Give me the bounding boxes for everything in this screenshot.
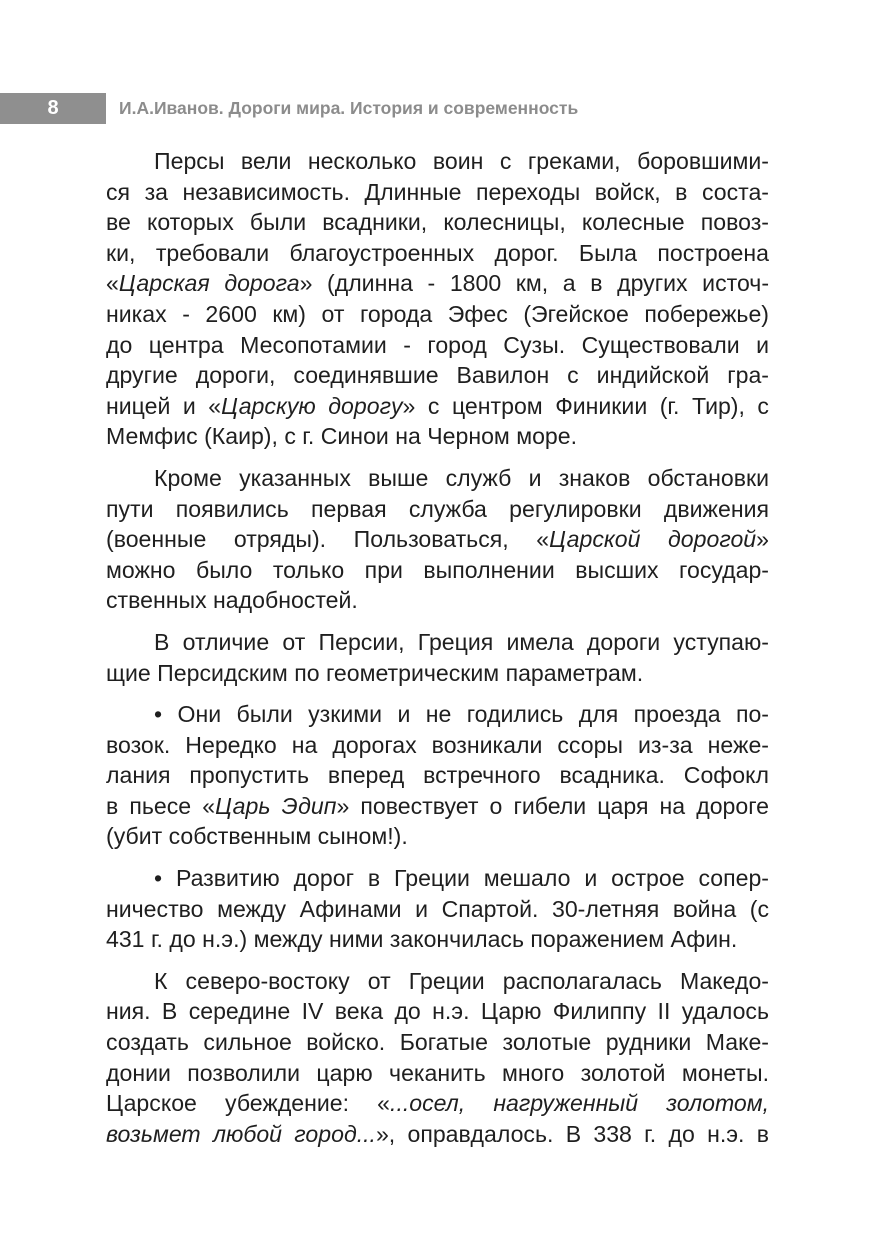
text-line: до центра Месопотамии - город Сузы. Существовали и <box>106 331 769 358</box>
paragraph-macedonia <box>106 966 769 1150</box>
text-line: ничество между Афинами и Спартой. 30-летняя война (с <box>106 895 769 922</box>
text-line: (военные отряды). Пользоваться, «Царской дорогой» <box>106 526 769 553</box>
page-header <box>0 93 875 124</box>
text-line: В отличие от Персии, Греция имела дороги уступаю- <box>154 628 769 655</box>
paragraph-persian-roads <box>106 146 769 452</box>
text-line: Кроме указанных выше служб и знаков обстановки <box>154 464 769 491</box>
bullet-rivalry <box>106 863 769 955</box>
text-line: (убит собственным сыном!). <box>106 823 408 850</box>
text-line: Персы вели несколько воин с греками, боровшими- <box>154 148 769 174</box>
text-line: Мемфис (Каир), с г. Синои на Черном море. <box>106 423 578 450</box>
text-line: 431 г. до н.э.) между ними закончилась поражением Афин. <box>106 926 738 953</box>
text-line: «Царская дорога» (длинна - 1800 км, а в других источ- <box>106 270 770 297</box>
paragraph-traffic-service <box>106 463 769 616</box>
text-line: пути появились первая служба регулировки движения <box>106 495 769 522</box>
text-line: в пьесе «Царь Эдип» повествует о гибели царя на дороге <box>106 792 770 819</box>
text-line: донии позволили царю чеканить много золотой монеты. <box>106 1059 769 1086</box>
text-line: ки, требовали благоустроенных дорог. Была построена <box>106 239 769 266</box>
text-line: • Они были узкими и не годились для проезда по- <box>154 701 769 728</box>
bullet-narrow-roads <box>106 699 769 852</box>
text-line: щие Персидским по геометрическим параметрам. <box>106 659 644 686</box>
text-line: другие дороги, соединявшие Вавилон с индийской гра- <box>106 362 769 389</box>
text-line: можно было только при выполнении высших государ- <box>106 556 769 583</box>
text-line: создать сильное войско. Богатые золотые рудники Маке- <box>106 1029 769 1056</box>
text-line: Царское убеждение: «...осел, нагруженный золотом, <box>106 1090 770 1117</box>
text-line: никах - 2600 км) от города Эфес (Эгейское побережье) <box>106 300 769 327</box>
text-line: ницей и «Царскую дорогу» с центром Финикии (г. Тир), с <box>106 392 769 419</box>
text-line: ния. В середине IV века до н.э. Царю Филиппу II удалось <box>106 998 769 1025</box>
running-title: И.А.Иванов. Дороги мира. История и современность <box>119 98 579 118</box>
page-number: 8 <box>0 93 106 124</box>
text-line: ве которых были всадники, колесницы, колесные повоз- <box>106 209 769 236</box>
paragraph-greece-roads <box>106 627 769 688</box>
text-line: ственных надобностей. <box>106 587 358 614</box>
text-line: лания пропустить вперед встречного всадника. Софокл <box>106 762 769 789</box>
page-body <box>106 146 769 1160</box>
text-line: • Развитию дорог в Греции мешало и острое сопер- <box>154 865 769 892</box>
text-line: возок. Нередко на дорогах возникали ссоры из-за неже- <box>106 731 769 758</box>
text-line: возьмет любой город...», оправдалось. В 338 г. до н.э. в <box>106 1120 769 1147</box>
text-line: К северо-востоку от Греции располагалась Македо- <box>154 967 769 994</box>
text-line: ся за независимость. Длинные переходы войск, в соста- <box>106 178 769 205</box>
